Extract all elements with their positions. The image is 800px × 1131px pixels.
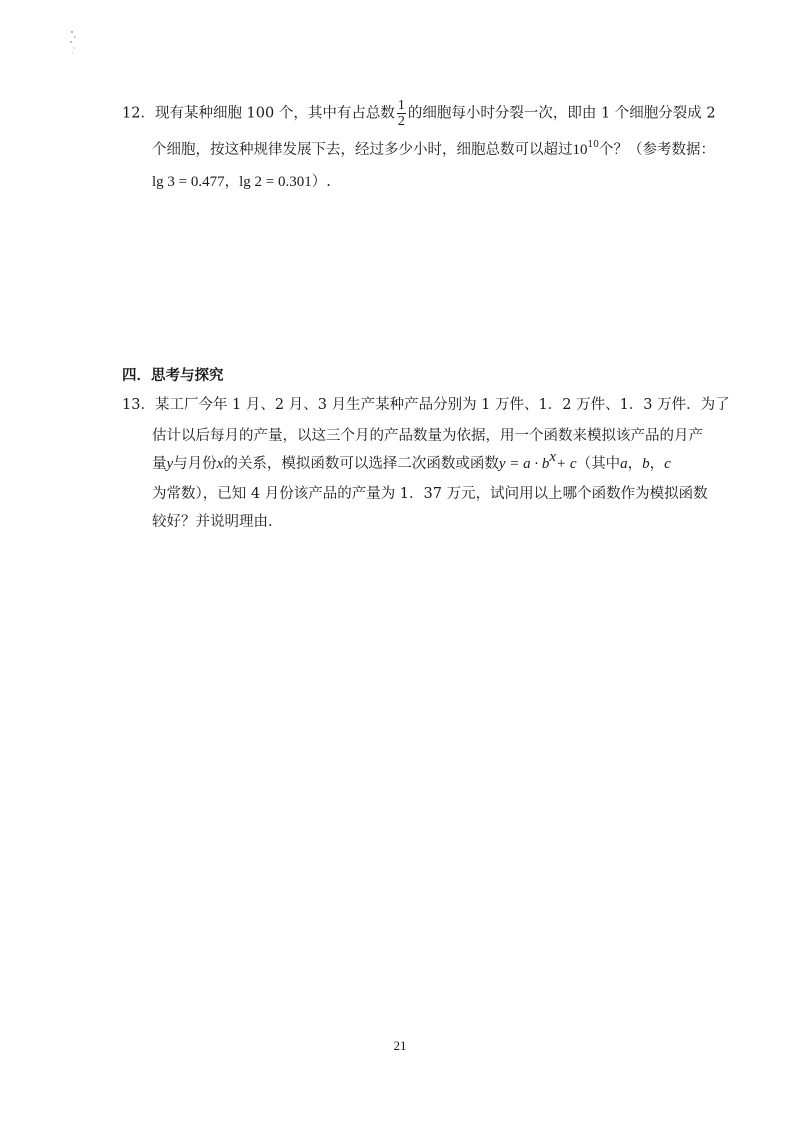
formula-lhs: y = a · b xyxy=(498,456,550,472)
reference-lg2: lg 2 = 0.301 xyxy=(239,174,312,190)
problem-13-line-4 xyxy=(152,484,708,504)
problem-13-line-5 xyxy=(152,512,273,532)
problem-13-text-4: 为常数），已知 4 月份该产品的产量为 1．37 万元，试问用以上哪个函数作为模拟函数 xyxy=(152,486,708,502)
power-exponent: 10 xyxy=(587,140,599,150)
comma-2: ， xyxy=(649,456,665,472)
scan-artifact-icon xyxy=(66,26,80,56)
problem-12-text-1b: 的细胞每小时分裂一次，即由 1 个细胞分裂成 2 xyxy=(407,105,716,122)
power-base: 10 xyxy=(572,142,588,158)
reference-lg3: lg 3 = 0.477 xyxy=(152,174,225,190)
variable-x: x xyxy=(216,456,224,472)
problem-12-line-3 xyxy=(152,172,331,192)
variable-c: c xyxy=(664,456,671,472)
problem-12-line-1 xyxy=(122,98,716,129)
problem-13-text-2: 估计以后每月的产量，以这三个月的产品数量为依据，用一个函数来模拟该产品的月产 xyxy=(152,428,703,444)
problem-12-text-2b: 个？（参考数据： xyxy=(598,142,715,158)
comma-1: ， xyxy=(627,456,643,472)
fraction-numerator: 1 xyxy=(397,98,405,113)
variable-y: y xyxy=(166,456,174,472)
problem-12-number: 12． xyxy=(122,105,155,122)
reference-separator: ， xyxy=(224,174,240,190)
problem-13-text-3d: （其中 xyxy=(576,456,621,472)
formula-exponent: x xyxy=(549,449,557,465)
problem-13-text-3b: 与月份 xyxy=(173,456,217,472)
section-heading: 四．思考与探究 xyxy=(122,367,224,384)
problem-13-text-5: 较好？并说明理由. xyxy=(152,514,273,530)
problem-13-line-1 xyxy=(122,395,730,415)
fraction-denominator: 2 xyxy=(397,114,405,129)
problem-12-line-2 xyxy=(152,140,715,160)
problem-13-line-2 xyxy=(152,426,703,446)
fraction-one-half xyxy=(397,98,406,129)
formula-rhs: + c xyxy=(556,456,577,472)
page-number: 21 xyxy=(393,1038,407,1053)
problem-12-text-2a: 个细胞，按这种规律发展下去，经过多少小时，细胞总数可以超过 xyxy=(152,142,573,158)
problem-13-text-3a: 量 xyxy=(152,456,167,472)
problem-13-line-3 xyxy=(152,449,671,474)
problem-13-number: 13． xyxy=(122,397,155,413)
variable-b: b xyxy=(642,456,650,472)
variable-a: a xyxy=(620,456,628,472)
problem-12-end: ）. xyxy=(311,174,331,190)
problem-13-text-1: 某工厂今年 1 月、2 月、3 月生产某种产品分别为 1 万件、1．2 万件、1．3 万件．为了 xyxy=(154,397,730,413)
problem-13-text-3c: 的关系，模拟函数可以选择二次函数或函数 xyxy=(223,456,499,472)
problem-12-text-1a: 现有某种细胞 100 个，其中有占总数 xyxy=(154,105,395,122)
